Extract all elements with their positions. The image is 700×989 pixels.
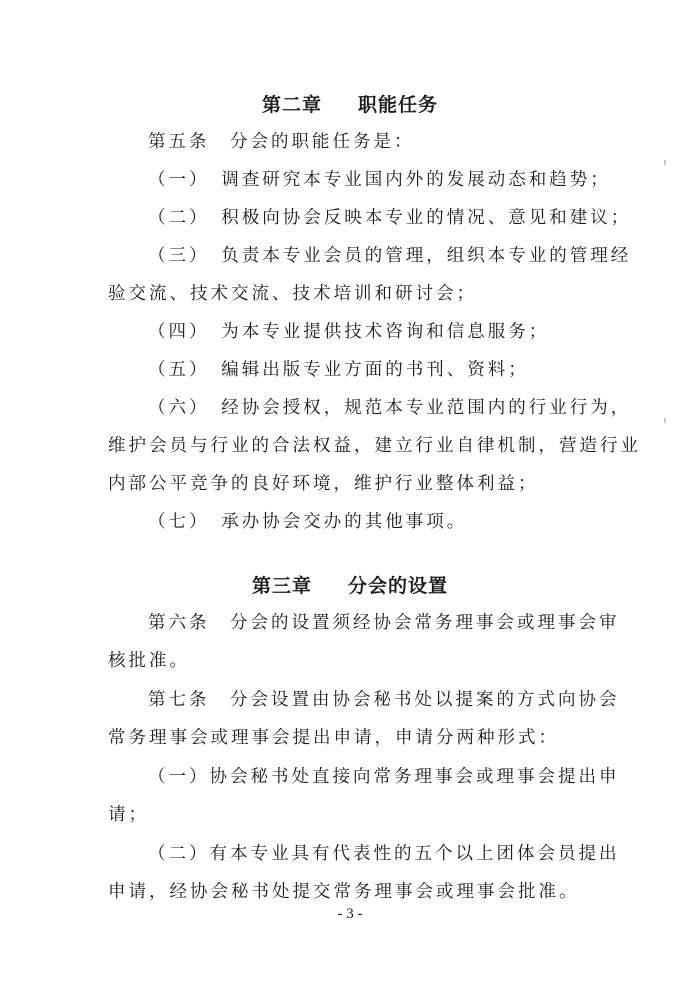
article-7-item-1: （一）协会秘书处直接向常务理事会或理事会提出申 xyxy=(148,767,620,787)
chapter-2-title: 职能任务 xyxy=(358,94,439,116)
chapter-2-heading xyxy=(0,90,700,117)
chapter-3-heading xyxy=(0,571,700,598)
article-5-item-1: （一） 调查研究本专业国内外的发展动态和趋势； xyxy=(148,170,611,190)
article-5-item-7: （七） 承办协会交办的其他事项。 xyxy=(148,512,468,532)
scan-speck xyxy=(664,418,666,423)
article-5-item-3-cont: 验交流、技术交流、技术培训和研讨会； xyxy=(108,284,477,304)
article-6-line: 第六条 分会的设置须经协会常务理事会或理事会审 xyxy=(148,613,620,633)
article-7-line: 第七条 分会设置由协会秘书处以提案的方式向协会 xyxy=(148,690,620,710)
article-5-item-4: （四） 为本专业提供技术咨询和信息服务； xyxy=(148,322,550,342)
article-5-item-2: （二） 积极向协会反映本专业的情况、意见和建议； xyxy=(148,208,632,228)
article-5-item-3: （三） 负责本专业会员的管理，组织本专业的管理经 xyxy=(148,246,632,266)
scan-speck xyxy=(664,160,666,165)
article-5-item-6-cont-1: 维护会员与行业的合法权益，建立行业自律机制，营造行业 xyxy=(108,436,641,456)
article-7-item-2: （二）有本专业具有代表性的五个以上团体会员提出 xyxy=(148,844,620,864)
article-5-item-5: （五） 编辑出版专业方面的书刊、资料； xyxy=(148,360,529,380)
article-6-cont: 核批准。 xyxy=(108,651,190,671)
chapter-3-title: 分会的设置 xyxy=(348,575,449,597)
page-number: - 3 - xyxy=(337,906,363,922)
chapter-3-number: 第三章 xyxy=(251,575,312,597)
chapter-2-number: 第二章 xyxy=(261,94,322,116)
article-5-line: 第五条 分会的职能任务是： xyxy=(148,132,415,152)
article-5-item-6: （六） 经协会授权，规范本专业范围内的行业行为， xyxy=(148,398,632,418)
article-7-item-2-cont: 申请，经协会秘书处提交常务理事会或理事会批准。 xyxy=(108,882,580,902)
article-7-item-1-cont: 请； xyxy=(108,805,149,825)
article-5-item-6-cont-2: 内部公平竞争的良好环境，维护行业整体利益； xyxy=(108,474,539,494)
article-7-cont: 常务理事会或理事会提出申请，申请分两种形式： xyxy=(108,728,559,748)
